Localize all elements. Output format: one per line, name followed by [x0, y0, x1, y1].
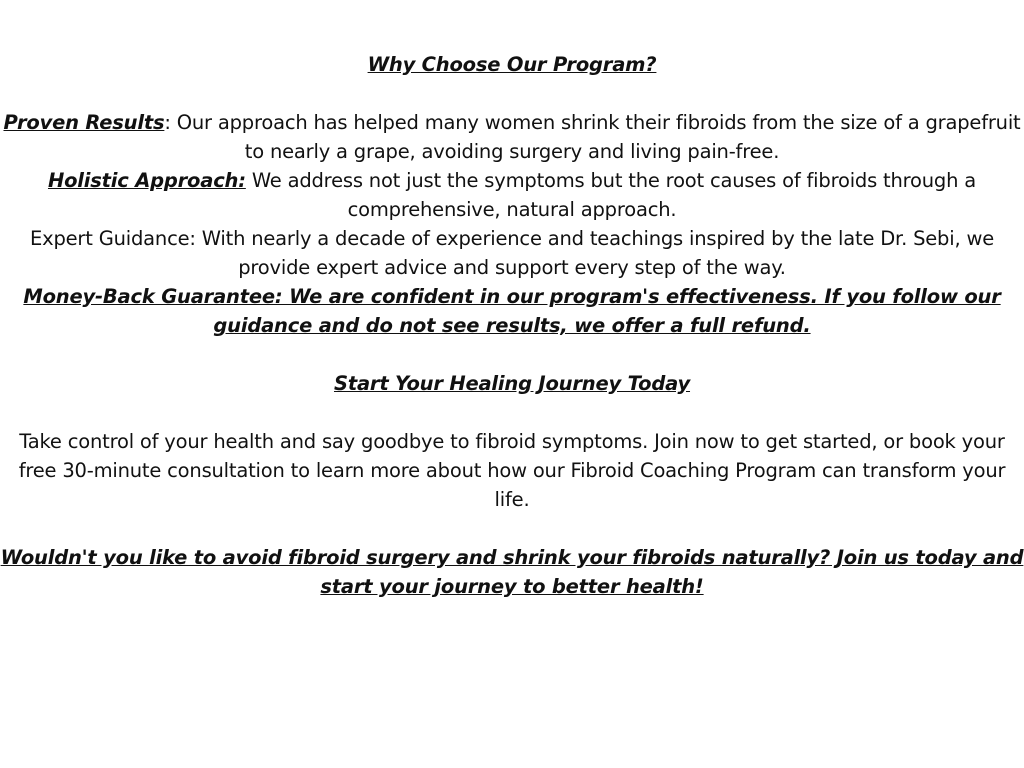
proven-results-paragraph: [0, 108, 1024, 166]
cta-body-paragraph: Take control of your health and say goodbye to fibroid symptoms. Join now to get started, or book your free 30-minute consultation to learn more about how our Fibroid Coaching Program can transform your life.: [18, 430, 1006, 511]
holistic-approach-paragraph: [0, 166, 1024, 224]
closing-paragraph: [0, 543, 1024, 601]
heading-text: Why Choose Our Program?: [367, 53, 657, 76]
closing-text: Wouldn't you like to avoid fibroid surgery and shrink your fibroids naturally? Join us today and start your journey to better health!: [0, 546, 1024, 598]
money-back-guarantee-paragraph: [0, 282, 1024, 340]
cta-heading-text: Start Your Healing Journey Today: [333, 372, 691, 395]
proven-results-text: : Our approach has helped many women shrink their fibroids from the size of a grapefruit to nearly a grape, avoiding surgery and living pain-free.: [164, 111, 1021, 163]
spacer: [0, 398, 1024, 427]
cta-heading: [0, 369, 1024, 398]
proven-results-label: Proven Results: [3, 111, 165, 134]
holistic-approach-text: We address not just the symptoms but the root causes of fibroids through a comprehensive, natural approach.: [245, 169, 977, 221]
holistic-approach-label: Holistic Approach:: [47, 169, 246, 192]
expert-guidance-paragraph: Expert Guidance: With nearly a decade of experience and teachings inspired by the late Dr. Sebi, we provide expert advice and support every step of the way.: [30, 227, 994, 279]
spacer: [0, 514, 1024, 543]
section-heading: [0, 50, 1024, 79]
spacer: [0, 79, 1024, 108]
guarantee-text: Money-Back Guarantee: We are confident in our program's effectiveness. If you follow our guidance and do not see results, we offer a full refund.: [23, 285, 1001, 337]
spacer: [0, 340, 1024, 369]
